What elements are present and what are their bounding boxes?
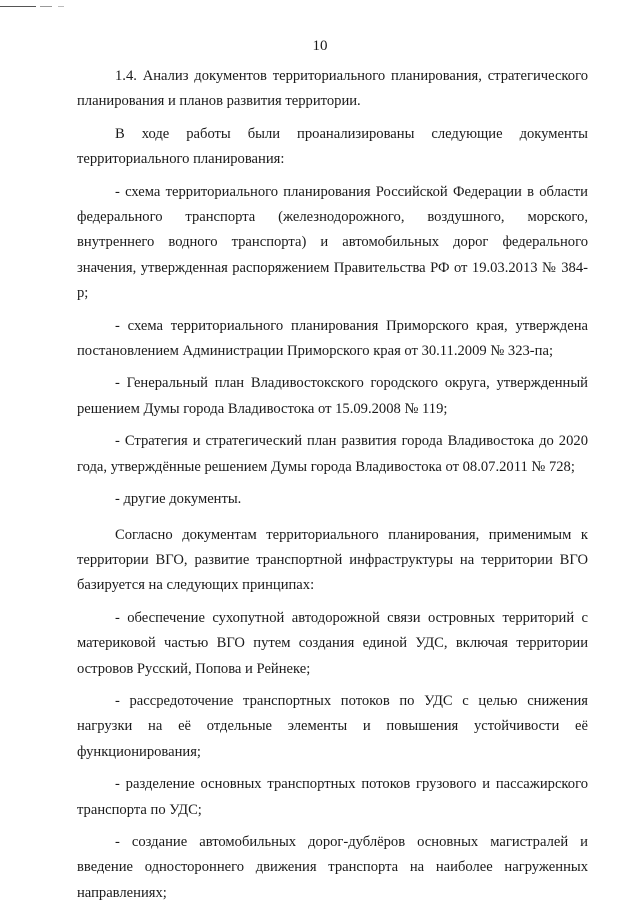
section-heading: 1.4. Анализ документов территориального планирования, стратегического планирования и планов развития территории. bbox=[77, 68, 588, 110]
paragraph-principles: Согласно документам территориального планирования, применимым к территории ВГО, развитие транспортной инфраструктуры на территории ВГО базируется на следующих принципах: bbox=[77, 526, 588, 594]
scan-artifact bbox=[0, 6, 70, 7]
list-item-general-plan: - Генеральный план Владивостокского городского округа, утвержденный решением Думы города Владивостока от 15.09.2008 № 119; bbox=[77, 375, 588, 417]
paragraph-intro: В ходе работы были проанализированы следующие документы территориального планирования: bbox=[77, 125, 588, 168]
principle-flow-separation: - разделение основных транспортных потоков грузового и пассажирского транспорта по УДС; bbox=[77, 776, 588, 818]
principle-flow-distribution: - рассредоточение транспортных потоков по УДС с целью снижения нагрузки на её отдельные элементы и повышения устойчивости её функционирования; bbox=[77, 692, 588, 760]
principle-island-connection: - обеспечение сухопутной автодорожной связи островных территорий с материковой частью ВГО путем создания единой УДС, включая территории островов Русский, Попова и Рейнеке; bbox=[77, 609, 588, 677]
principle-backup-roads: - создание автомобильных дорог-дублёров основных магистралей и введение одностороннего движения транспорта на наиболее нагруженных направлениях; bbox=[77, 833, 588, 901]
list-item-strategy: - Стратегия и стратегический план развития города Владивостока до 2020 года, утверждённые решением Думы города Владивостока от 08.07.2011 № 728; bbox=[77, 433, 588, 475]
page-number: 10 bbox=[312, 38, 328, 54]
list-item-primorsky-scheme: - схема территориального планирования Приморского края, утверждена постановлением Администрации Приморского края от 30.11.2009 № 323-па; bbox=[77, 317, 588, 360]
document-body bbox=[77, 64, 588, 906]
list-item-other-documents: - другие документы. bbox=[115, 491, 242, 508]
list-item-federal-scheme: - схема территориального планирования Российской Федерации в области федерального транспорта (железнодорожного, воздушного, морского, внутреннего водного транспорта) и автомобильных дорог федерального значения, утвержденная распоряжением Правительства РФ от 19.03.2013 № 384-р; bbox=[77, 183, 588, 302]
